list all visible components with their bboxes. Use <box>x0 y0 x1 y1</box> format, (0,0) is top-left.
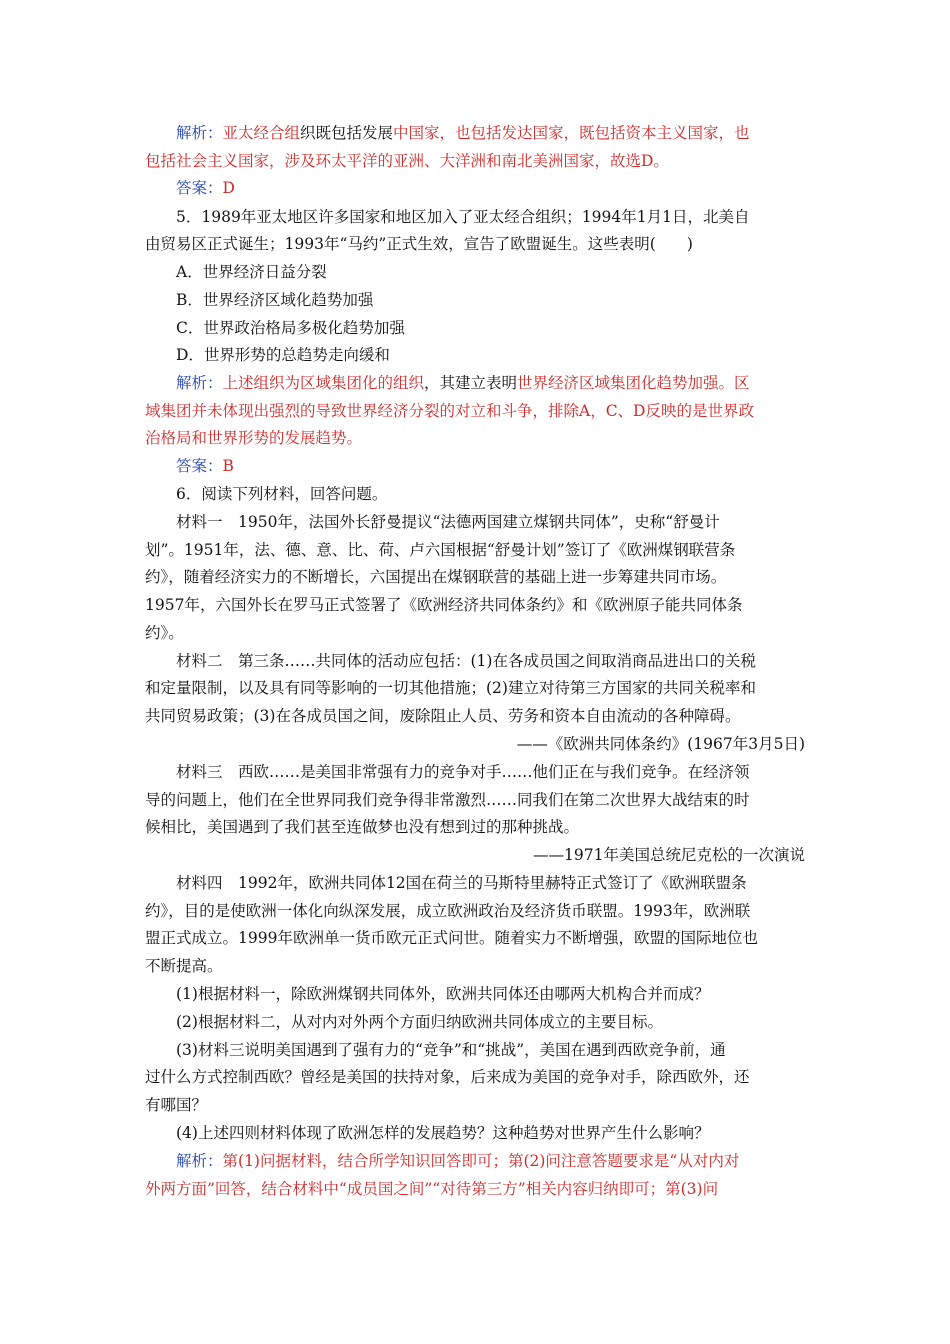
material-2-line-2: 和定量限制，以及具有同等影响的一切其他措施；(2)建立对待第三方国家的共同关税率和 <box>145 679 756 697</box>
material-3-line-1: 材料三 西欧……是美国非常强有力的竞争对手……他们正在与我们竞争。在经济领 <box>176 763 750 781</box>
q4-answer <box>0 178 950 198</box>
material-2-line-1: 材料二 第三条……共同体的活动应包括：(1)在各成员国之间取消商品进出口的关税 <box>176 652 756 670</box>
analysis-text: 织既包括发展 <box>300 124 394 142</box>
q5-option-b: B．世界经济区域化趋势加强 <box>176 291 374 309</box>
material-1-line-3: 约》，随着经济实力的不断增长，六国提出在煤钢联营的基础上进一步筹建共同市场。 <box>145 568 727 586</box>
q6-subquestion-3-line-2: 过什么方式控制西欧？曾经是美国的扶持对象，后来成为美国的竞争对手，除西欧外，还 <box>145 1068 750 1086</box>
material-4-line-1: 材料四 1992年，欧洲共同体12国在荷兰的马斯特里赫特正式签订了《欧洲联盟条 <box>176 874 747 892</box>
answer-label: 答案： <box>176 457 223 475</box>
answer-label: 答案： <box>176 179 223 197</box>
q5-analysis-line-1 <box>0 373 950 393</box>
q4-analysis-line-1 <box>0 123 950 143</box>
q6-subquestion-3-line-1: (3)材料三说明美国遇到了强有力的“竞争”和“挑战”，美国在遇到西欧竞争前，通 <box>176 1041 726 1059</box>
material-4-line-4: 不断提高。 <box>145 957 223 975</box>
answer-value: B <box>222 457 234 475</box>
q6-analysis-line-1 <box>0 1151 950 1171</box>
analysis-text-red: 第(1)问据材料，结合所学知识回答即可；第(2)问注意答题要求是“从对内对 <box>222 1152 740 1170</box>
q6-subquestion-4: (4)上述四则材料体现了欧洲怎样的发展趋势？这种趋势对世界产生什么影响？ <box>176 1124 710 1142</box>
material-2-source: ——《欧洲共同体条约》(1967年3月5日) <box>516 735 805 753</box>
q5-answer <box>0 456 950 476</box>
analysis-text-red: 世界经济区域集团化趋势加强。区 <box>517 374 750 392</box>
material-4-line-3: 盟正式成立。1999年欧洲单一货币欧元正式问世。随着实力不断增强，欧盟的国际地位也 <box>145 929 758 947</box>
analysis-text-red: 中国家，也包括发达国家，既包括资本主义国家，也 <box>393 124 750 142</box>
material-1-line-1: 材料一 1950年，法国外长舒曼提议“法德两国建立煤钢共同体”，史称“舒曼计 <box>176 513 720 531</box>
material-3-line-2: 导的问题上，他们在全世界同我们竞争得非常激烈……同我们在第二次世界大战结束的时 <box>145 791 750 809</box>
analysis-label: 解析： <box>176 1152 223 1170</box>
analysis-label: 解析： <box>176 374 223 392</box>
analysis-text-red: 亚太经合组 <box>222 124 301 142</box>
material-4-line-2: 约》，目的是使欧洲一体化向纵深发展，成立欧洲政治及经济货币联盟。1993年，欧洲联 <box>145 902 751 920</box>
q5-stem-line-1: 5．1989年亚太地区许多国家和地区加入了亚太经合组织；1994年1月1日，北美自 <box>176 208 750 226</box>
q4-analysis-line-2: 包括社会主义国家，涉及环太平洋的亚洲、大洋洲和南北美洲国家，故选D。 <box>145 152 669 170</box>
q6-subquestion-2: (2)根据材料二，从对内对外两个方面归纳欧洲共同体成立的主要目标。 <box>176 1013 663 1031</box>
q5-analysis-line-3: 治格局和世界形势的发展趋势。 <box>145 429 363 447</box>
q6-subquestion-3-line-3: 有哪国？ <box>145 1096 208 1114</box>
material-1-line-2: 划”。1951年，法、德、意、比、荷、卢六国根据“舒曼计划”签订了《欧洲煤钢联营条 <box>145 541 736 559</box>
q5-option-d: D．世界形势的总趋势走向缓和 <box>176 346 390 364</box>
material-3-line-3: 候相比，美国遇到了我们甚至连做梦也没有想到过的那种挑战。 <box>145 818 580 836</box>
q6-analysis-line-2: 外两方面”回答，结合材料中“成员国之间”“对待第三方”相关内容归纳即可；第(3)问 <box>145 1180 719 1198</box>
q5-stem-line-2: 由贸易区正式诞生；1993年“马约”正式生效，宣告了欧盟诞生。这些表明( ) <box>145 235 693 253</box>
material-1-line-4: 1957年，六国外长在罗马正式签署了《欧洲经济共同体条约》和《欧洲原子能共同体条 <box>145 596 743 614</box>
material-2-line-3: 共同贸易政策；(3)在各成员国之间，废除阻止人员、劳务和资本自由流动的各种障碍。 <box>145 707 741 725</box>
material-3-source: ——1971年美国总统尼克松的一次演说 <box>533 846 805 864</box>
q5-option-a: A．世界经济日益分裂 <box>176 263 327 281</box>
material-1-line-5: 约》。 <box>145 624 184 642</box>
analysis-text-red: 上述组织为区域集团化的组织 <box>222 374 425 392</box>
answer-value: D <box>222 179 235 197</box>
analysis-label: 解析： <box>176 124 223 142</box>
q6-stem: 6．阅读下列材料，回答问题。 <box>176 485 388 503</box>
q5-analysis-line-2: 域集团并未体现出强烈的导致世界经济分裂的对立和斗争，排除A，C、D反映的是世界政 <box>145 402 754 420</box>
q6-subquestion-1: (1)根据材料一，除欧洲煤钢共同体外，欧洲共同体还由哪两大机构合并而成？ <box>176 985 710 1003</box>
q5-option-c: C．世界政治格局多极化趋势加强 <box>176 319 405 337</box>
analysis-text: ，其建立表明 <box>424 374 518 392</box>
